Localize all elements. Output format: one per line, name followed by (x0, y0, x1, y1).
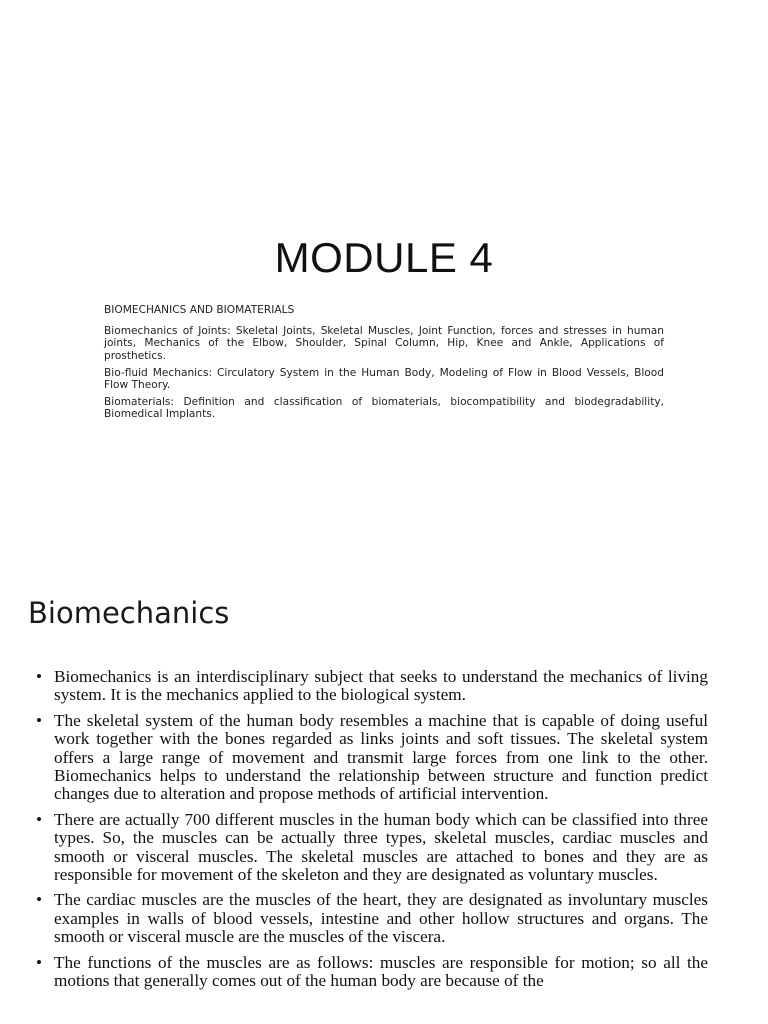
bullet-marker: • (36, 952, 43, 972)
bullet-item (36, 811, 708, 885)
bullet-text: The skeletal system of the human body resembles a machine that is capable of doing useful work together with the bones regarded as links joints and soft tissues. The skeletal system offers a large range of movement and transmit large forces from one link to the other. Biomechanics helps to understand the relationship between structure and function predict changes due to alteration and propose methods of artificial intervention. (54, 710, 708, 804)
bullet-item (36, 891, 708, 946)
bullet-item (36, 954, 708, 991)
bullet-text: There are actually 700 different muscles in the human body which can be classified into three types. So, the muscles can be actually three types, skeletal muscles, cardiac muscles and smooth or visceral muscles. The skeletal muscles are attached to bones and they are as responsible for movement of the skeleton and they are designated as voluntary muscles. (54, 809, 708, 885)
syllabus-block (104, 304, 664, 426)
bullet-item (36, 668, 708, 705)
bullet-text: Biomechanics is an interdisciplinary subject that seeks to understand the mechanics of living system. It is the mechanics applied to the biological system. (54, 667, 708, 705)
section-title: Biomechanics (28, 596, 230, 630)
bullet-marker: • (36, 809, 43, 829)
bullet-marker: • (36, 890, 43, 910)
biomechanics-slide (0, 576, 768, 1024)
bullet-item (36, 712, 708, 804)
syllabus-paragraph-biomaterials: Biomaterials: Definition and classification of biomaterials, biocompatibility and biodegradability, Biomedical Implants. (104, 396, 664, 421)
bullet-marker: • (36, 667, 43, 686)
bullet-text: The cardiac muscles are the muscles of the heart, they are designated as involuntary muscles examples in walls of blood vessels, intestine and other hollow structures and organs. The smooth or visceral muscle are the muscles of the viscera. (54, 890, 708, 947)
bullet-marker: • (36, 710, 43, 730)
bullet-list (36, 668, 708, 998)
syllabus-heading: BIOMECHANICS AND BIOMATERIALS (104, 304, 295, 316)
bullet-text: The functions of the muscles are as follows: muscles are responsible for motion; so all the motions that generally comes out of the human body are because of the (54, 952, 708, 991)
module-title: MODULE 4 (274, 234, 494, 281)
syllabus-paragraph-biofluid: Bio-fluid Mechanics: Circulatory System in the Human Body, Modeling of Flow in Blood Vessels, Blood Flow Theory. (104, 366, 664, 392)
syllabus-paragraph-joints: Biomechanics of Joints: Skeletal Joints, Skeletal Muscles, Joint Function, forces and stresses in human joints, Mechanics of the Elbow, Shoulder, Spinal Column, Hip, Knee and Ankle, Applications of prosthetics. (104, 325, 664, 362)
